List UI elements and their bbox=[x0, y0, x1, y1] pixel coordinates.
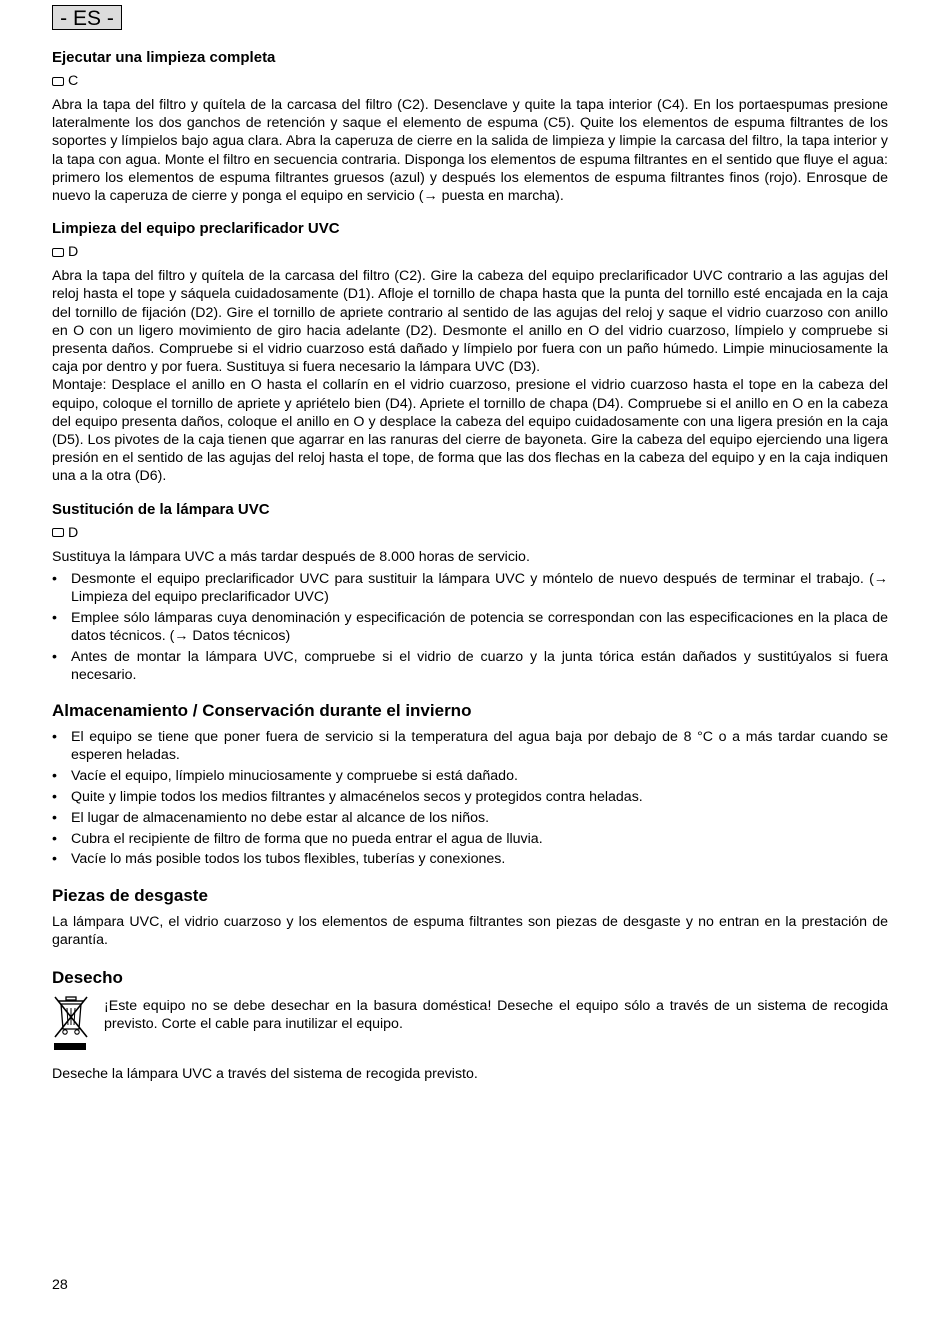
list-item: • Vacíe lo más posible todos los tubos flexibles, tuberías y conexiones. bbox=[52, 850, 888, 868]
full-cleaning-text: Abra la tapa del filtro y quítela de la carcasa del filtro (C2). Desenclave y quite la tapa interior (C4). En los portaespumas presione lateralmente los dos ganchos de retención y saque el elemento de espuma (C5). Quite los elementos de espuma filtrantes de los soportes y límpielos bajo agua clara. Abra la caperuza de cierre en la salida de limpieza y limpie la carcasa del filtro, la tapa interior y la tapa con agua. Monte el filtro en secuencia contraria. Disponga los elementos de espuma filtrantes en el sentido que fluye el agua: primero los elementos de espuma filtrantes gruesos (azul) y después los elementos de espuma filtrantes finos (rojo). Enrosque de nuevo la caperuza de cierre y ponga el equipo en servicio (→ puesta en marcha). bbox=[52, 97, 889, 205]
figure-reference bbox=[52, 72, 888, 90]
wear-parts-heading: Piezas de desgaste bbox=[52, 885, 208, 905]
list-item: • El equipo se tiene que poner fuera de servicio si la temperatura del agua baja por debajo de 8 °C o a más tardar cuando se esperen heladas. bbox=[52, 728, 888, 764]
disposal-heading: Desecho bbox=[52, 968, 123, 988]
book-icon bbox=[52, 248, 64, 257]
list-item: • Quite y limpie todos los medios filtrantes y almacénelos secos y protegidos contra heladas. bbox=[52, 788, 888, 806]
uvc-replacement-heading: Sustitución de la lámpara UVC bbox=[52, 500, 270, 518]
list-item: • Vacíe el equipo, límpielo minuciosamente y compruebe si está dañado. bbox=[52, 767, 888, 785]
crossed-bin-icon bbox=[52, 995, 90, 1051]
figure-ref-label: D bbox=[68, 244, 79, 261]
uvc-replacement-list bbox=[52, 570, 888, 684]
list-item: • Desmonte el equipo preclarificador UVC para sustituir la lámpara UVC y móntelo de nuevo después de terminar el trabajo. (→ Limpieza del equipo preclarificador UVC) bbox=[52, 570, 888, 606]
figure-reference bbox=[52, 243, 888, 261]
page-content bbox=[52, 48, 888, 1083]
book-icon bbox=[52, 77, 64, 86]
list-item: • El lugar de almacenamiento no debe estar al alcance de los niños. bbox=[52, 809, 888, 827]
disposal-block bbox=[52, 995, 888, 1051]
list-item: • Antes de montar la lámpara UVC, compruebe si el vidrio de cuarzo y la junta tórica están dañados y sustitúyalos si fuera necesario. bbox=[52, 648, 888, 684]
figure-ref-label: D bbox=[68, 524, 79, 541]
lamp-disposal-text: Deseche la lámpara UVC a través del sistema de recogida previsto. bbox=[52, 1066, 478, 1083]
book-icon bbox=[52, 528, 64, 537]
wear-parts-text: La lámpara UVC, el vidrio cuarzoso y los elementos de espuma filtrantes son piezas de desgaste y no entran en la prestación de garantía. bbox=[52, 913, 888, 948]
language-tag: - ES - bbox=[52, 5, 122, 30]
list-item: • Emplee sólo lámparas cuya denominación y especificación de potencia se correspondan con las especificaciones en la placa de datos técnicos. (→ Datos técnicos) bbox=[52, 609, 888, 645]
uvc-assembly-text: Montaje: Desplace el anillo en O hasta el collarín en el vidrio cuarzoso, presione el vidrio cuarzoso hasta el tope en la cabeza del equipo, coloque el tornillo de apriete y apriételo bien (D4). Apriete el tornillo de chapa (D4). Compruebe si el anillo en O en la cabeza del equipo presenta daños, coloque el anillo en O y desplace la cabeza del equipo cuidadosamente con una ligera presión en la caja (D5). Los pivotes de la caja tienen que agarrar en las ranuras del cierre de bayoneta. Gire la cabeza del equipo ejerciendo una ligera presión en el sentido de las agujas del reloj hasta el tope, de forma que las dos flechas en la cabeza del equipo y en la caja indiquen una a la otra (D6). bbox=[52, 377, 888, 485]
full-cleaning-heading: Ejecutar una limpieza completa bbox=[52, 49, 276, 66]
figure-ref-label: C bbox=[68, 73, 79, 89]
uvc-cleaning-heading: Limpieza del equipo preclarificador UVC bbox=[52, 220, 340, 238]
figure-reference bbox=[52, 524, 888, 542]
uvc-replacement-text: Sustituya la lámpara UVC a más tardar después de 8.000 horas de servicio. bbox=[52, 548, 530, 565]
disposal-text: ¡Este equipo no se debe desechar en la basura doméstica! Deseche el equipo sólo a través de un sistema de recogida previsto. Corte el cable para inutilizar el equipo. bbox=[104, 998, 888, 1033]
list-item: • Cubra el recipiente de filtro de forma que no pueda entrar el agua de lluvia. bbox=[52, 830, 888, 848]
page-number: 28 bbox=[52, 1277, 68, 1293]
storage-heading: Almacenamiento / Conservación durante el invierno bbox=[52, 701, 472, 721]
storage-list bbox=[52, 728, 888, 868]
uvc-cleaning-text: Abra la tapa del filtro y quítela de la carcasa del filtro (C2). Gire la cabeza del equipo preclarificador UVC contrario a las agujas del reloj hasta el tope y sáquela cuidadosamente (D1). Afloje el tornillo de chapa hasta que la punta del tornillo esté encajada en la caja del tornillo de fijación (D2). Gire el tornillo de apriete contrario al sentido de las agujas del reloj y saque el vidrio cuarzoso con anillo en O con un ligero movimiento de giro hacia adelante (D2). Desmonte el anillo en O del vidrio cuarzoso, límpielo y compruebe si presenta daños. Compruebe si el vidrio cuarzoso está dañado y límpielo por fuera con un paño húmedo. Limpie minuciosamente la caja por dentro y por fuera. Sustituya si fuera necesario la lámpara UVC (D3). bbox=[52, 268, 888, 376]
